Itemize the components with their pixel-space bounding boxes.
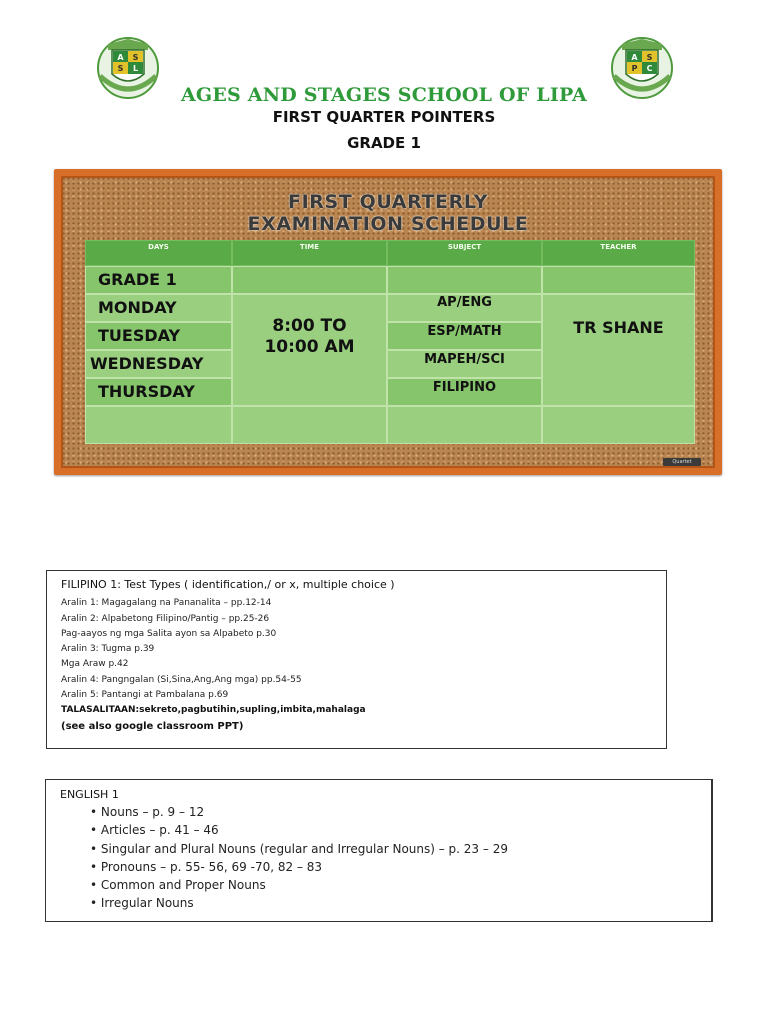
- svg-text:C: C: [646, 64, 653, 73]
- teacher-cell: [542, 294, 695, 406]
- empty-cell: [85, 406, 232, 444]
- svg-text:A: A: [117, 53, 124, 62]
- teacher-name: TR SHANE: [573, 318, 664, 337]
- column-header-time: TIME: [232, 240, 387, 266]
- board-title-line1: FIRST QUARTERLY: [288, 191, 488, 213]
- svg-text:L: L: [132, 64, 139, 73]
- subject-cell: [387, 350, 542, 378]
- svg-text:S: S: [646, 53, 653, 62]
- svg-text:S: S: [132, 53, 139, 62]
- grade-label-cell: [85, 266, 232, 294]
- school-name: AGES AND STAGES SCHOOL OF LIPA: [180, 84, 587, 106]
- time-line2: 10:00 AM: [264, 337, 355, 357]
- column-header-days: DAYS: [85, 240, 232, 266]
- list-item: Aralin 2: Alpabetong Filipino/Pantig – pp.25-26: [61, 614, 270, 624]
- day-cell: [85, 322, 232, 350]
- list-item: Aralin 3: Tugma p.39: [61, 644, 155, 654]
- schedule-table: [85, 240, 695, 444]
- list-item: • Irregular Nouns: [90, 896, 194, 910]
- list-item: Aralin 4: Pangngalan (Si,Sina,Ang,Ang mga) pp.54-55: [61, 675, 302, 685]
- list-item: • Common and Proper Nouns: [90, 878, 266, 892]
- day-cell: [85, 294, 232, 322]
- english-heading: ENGLISH 1: [60, 788, 119, 801]
- board-title-line2: EXAMINATION SCHEDULE: [247, 213, 529, 235]
- page-title: FIRST QUARTER POINTERS: [272, 108, 496, 126]
- svg-text:S: S: [117, 64, 124, 73]
- empty-cell: [542, 406, 695, 444]
- grade-label: GRADE 1: [98, 270, 177, 289]
- grade-title: GRADE 1: [347, 134, 421, 152]
- see-also-note: (see also google classroom PPT): [61, 721, 244, 732]
- empty-cell: [232, 406, 387, 444]
- svg-text:P: P: [631, 64, 638, 73]
- list-item: • Singular and Plural Nouns (regular and Irregular Nouns) – p. 23 – 29: [90, 842, 508, 856]
- list-item: Mga Araw p.42: [61, 659, 129, 669]
- time-cell: [232, 294, 387, 406]
- day-label: THURSDAY: [98, 382, 195, 401]
- board-brand-logo: Quartet: [663, 458, 701, 466]
- subject-label: AP/ENG: [437, 295, 492, 310]
- filipino-pointers-box: [46, 570, 667, 749]
- empty-cell: [387, 266, 542, 294]
- column-header-subject: SUBJECT: [387, 240, 542, 266]
- subject-label: FILIPINO: [432, 380, 497, 395]
- empty-cell: [232, 266, 387, 294]
- subject-cell: [387, 294, 542, 322]
- subject-cell: [387, 322, 542, 350]
- list-item: • Pronouns – p. 55- 56, 69 -70, 82 – 83: [90, 860, 323, 874]
- subject-cell: [387, 378, 542, 406]
- day-cell: [85, 378, 232, 406]
- subject-label: ESP/MATH: [427, 324, 502, 339]
- svg-text:A: A: [631, 53, 638, 62]
- list-item: Aralin 1: Magagalang na Pananalita – pp.12-14: [61, 598, 272, 608]
- day-label: WEDNESDAY: [90, 354, 204, 373]
- list-item: Aralin 5: Pantangi at Pambalana p.69: [61, 690, 229, 700]
- day-cell: [85, 350, 232, 378]
- filipino-heading: FILIPINO 1: Test Types ( identification,/ or x, multiple choice ): [61, 578, 395, 591]
- english-pointers-box: [45, 779, 713, 922]
- exam-schedule-board: [54, 169, 722, 475]
- list-item: • Articles – p. 41 – 46: [90, 823, 219, 837]
- empty-cell: [387, 406, 542, 444]
- time-line1: 8:00 TO: [272, 316, 347, 336]
- empty-cell: [542, 266, 695, 294]
- subject-label: MAPEH/SCI: [424, 352, 505, 367]
- column-header-teacher: TEACHER: [542, 240, 695, 266]
- list-item: Pag-aayos ng mga Salita ayon sa Alpabeto p.30: [61, 629, 277, 639]
- day-label: MONDAY: [98, 298, 177, 317]
- list-item: • Nouns – p. 9 – 12: [90, 805, 205, 819]
- day-label: TUESDAY: [98, 326, 181, 345]
- vocabulary-list: TALASALITAAN:sekreto,pagbutihin,supling,imbita,mahalaga: [61, 705, 366, 715]
